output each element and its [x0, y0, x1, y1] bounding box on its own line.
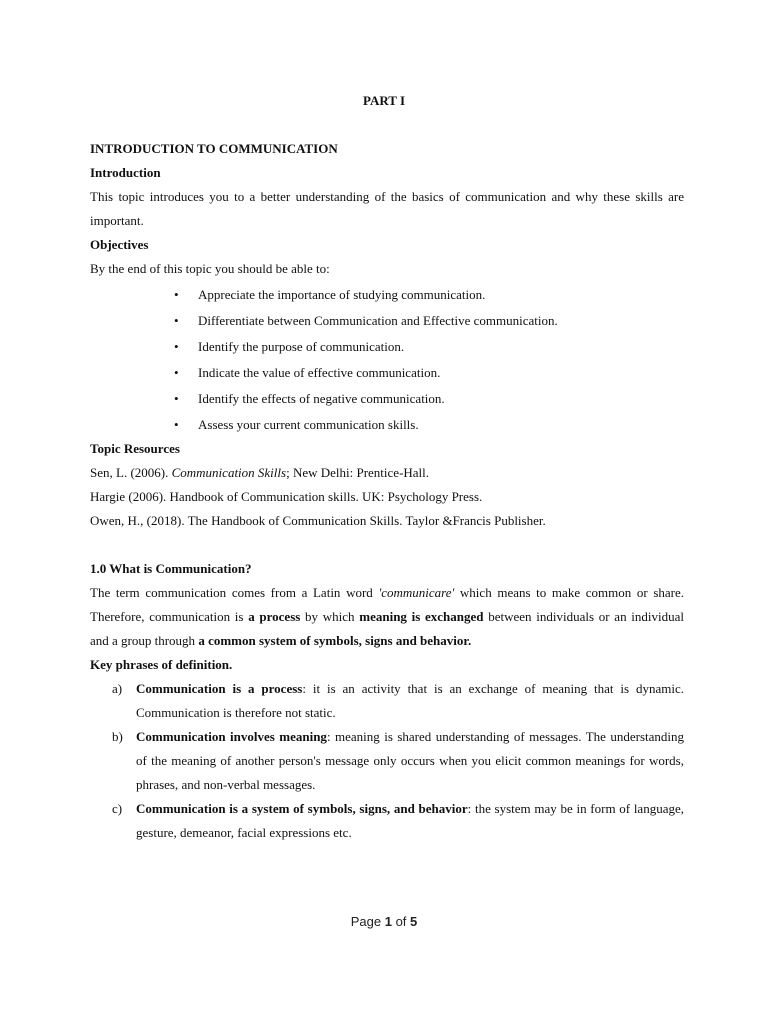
list-item: Assess your current communication skills. [198, 417, 419, 432]
objectives-lead: By the end of this topic you should be able to: [90, 261, 330, 276]
bullet-icon: • [174, 417, 179, 432]
key-phrases-heading: Key phrases of definition. [90, 657, 233, 672]
resource-title: Communication Skills [171, 465, 287, 480]
intro-heading: Introduction [90, 165, 161, 180]
resource-item [90, 465, 429, 481]
key-phrase-item: Communication is a process: it is an activity that is an exchange of meaning that is dynamic. Communication is therefore not static. [136, 681, 684, 720]
intro-paragraph-line: This topic introduces you to a better understanding of the basics of communication and why these skills are [90, 189, 684, 204]
list-item: Identify the effects of negative communication. [198, 391, 445, 406]
section-heading: 1.0 What is Communication? [90, 561, 252, 576]
resource-text: ; New Delhi: Prentice-Hall. [286, 465, 430, 480]
list-marker: b) [112, 729, 123, 744]
bullet-icon: • [174, 339, 179, 354]
chapter-title: INTRODUCTION TO COMMUNICATION [90, 141, 338, 156]
definition-line: The term communication comes from a Latin word 'communicare' which means to make common or share. [90, 585, 685, 600]
list-marker: c) [112, 801, 123, 816]
bullet-icon: • [174, 287, 179, 302]
intro-paragraph-line: important. [90, 213, 144, 228]
list-item: Appreciate the importance of studying communication. [198, 287, 486, 302]
bullet-icon: • [174, 365, 179, 380]
page-number-total: 5 [410, 914, 418, 929]
key-phrase-item: Communication involves meaning: meaning is shared understanding of messages. The understanding of the meaning of another person's message only occurs when you elicit common meanings for words, phrases, and non-verbal messages. [136, 729, 685, 792]
part-title: PART I [362, 93, 406, 108]
bullet-icon: • [174, 391, 179, 406]
bullet-icon: • [174, 313, 179, 328]
list-item: Indicate the value of effective communication. [198, 365, 441, 380]
list-item: Differentiate between Communication and Effective communication. [198, 313, 558, 328]
page-number-current: 1 [384, 914, 392, 929]
objectives-heading: Objectives [90, 237, 149, 252]
list-item: Identify the purpose of communication. [198, 339, 405, 354]
page-footer: Page 1 of 5 [350, 914, 418, 929]
key-phrase-item: Communication is a system of symbols, signs, and behavior: the system may be in form of language, gesture, demeanor, facial expressions etc. [136, 801, 684, 840]
resource-item: Owen, H., (2018). The Handbook of Communication Skills. Taylor &Francis Publisher. [90, 513, 546, 528]
resource-text: Sen, L. (2006). [90, 465, 172, 480]
list-marker: a) [112, 681, 123, 696]
resources-heading: Topic Resources [90, 441, 180, 456]
definition-line: and a group through a common system of symbols, signs and behavior. [90, 633, 472, 648]
resource-item: Hargie (2006). Handbook of Communication skills. UK: Psychology Press. [90, 489, 483, 504]
definition-line: Therefore, communication is a process by which meaning is exchanged between individuals or an individual [90, 609, 685, 624]
